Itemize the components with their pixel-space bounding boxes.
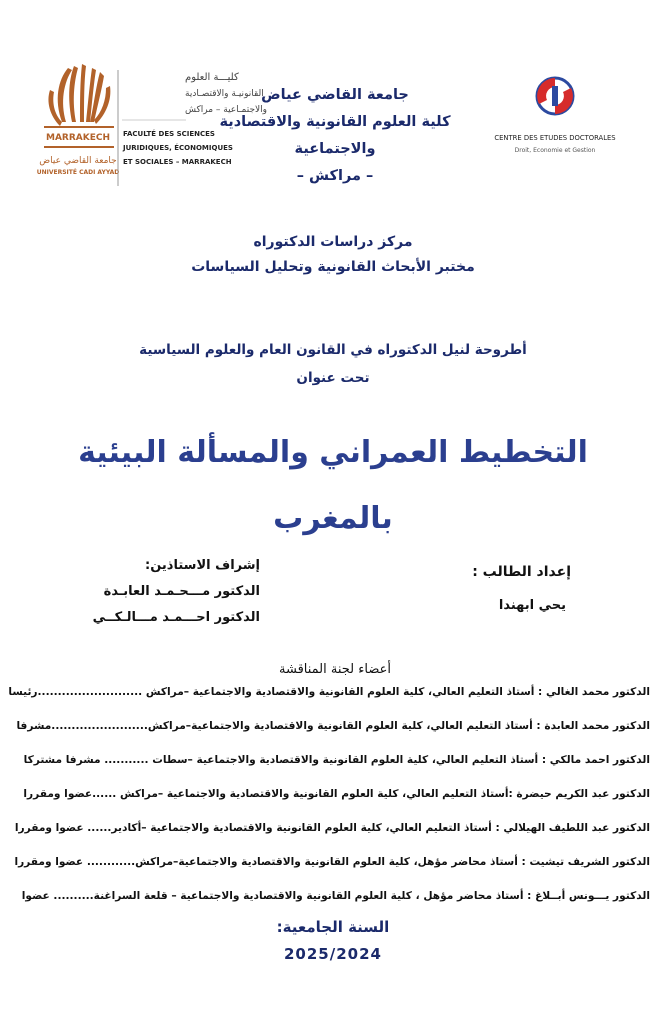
committee-title: أعضاء لجنة المناقشة	[279, 662, 391, 677]
thesis-under-title: تحت عنوان	[296, 370, 370, 386]
ced-line1: CENTRE DES ETUDES DOCTORALES	[494, 134, 616, 142]
thesis-statement	[60, 336, 606, 392]
committee-member: الدكتور عبد اللطيف الهيلالي : أستاذ التعليم العالي، كلية العلوم القانونية والاقتصادية والاجتماعية –أكادير...... عضوا ومقررا	[14, 822, 650, 834]
supervisor-1: الدكتور مـــحـمـد العابـدة	[103, 584, 260, 599]
city-name: – مراكش –	[296, 168, 374, 184]
ced-line2: Droit, Economie et Gestion	[514, 147, 596, 154]
student-name: يحي ابهندا	[498, 598, 566, 613]
center-name: مركز دراسات الدكتوراه	[253, 234, 413, 250]
logo-ar-line2: القانونيـة والاقتصـادية	[185, 89, 264, 99]
lab-name: مختبر الأبحاث القانونية وتحليل السياسات	[191, 259, 475, 275]
univ-fr-text: UNIVERSITÉ CADI AYYAD	[36, 169, 120, 176]
committee-member: الدكتور محمد الغالي : أستاذ التعليم العالي، كلية العلوم القانونية والاقتصادية والاجتماعية –مراكش ..........................رئيسا	[8, 686, 650, 698]
logo-fr-line1: FACULTÉ DES SCIENCES	[123, 130, 215, 138]
university-name: جامعة القاضي عياض	[261, 87, 409, 103]
committee-member: الدكتور عبد الكريم حيضرة :أستاذ التعليم العالي، كلية العلوم القانونية والاقتصادية والاجتماعية –مراكش ......عضوا ومقررا	[23, 788, 650, 800]
faculty-line2: والاجتماعية	[294, 141, 376, 157]
committee-member: الدكتور الشريف تيشيت : أستاذ محاضر مؤهل، كلية العلوم القانونية والاقتصادية والاجتماعية–مراكش............ عضوا ومقررا	[14, 856, 650, 868]
committee-member: الدكتور احمد مالكي : أستاذ التعليم العالي، كلية العلوم القانونية والاقتصادية والاجتماعية –سطات ........... مشرفا مشتركا	[23, 754, 650, 766]
title-line1: التخطيط العمراني والمسألة البيئية	[78, 435, 588, 470]
faculty-emblem-icon	[30, 60, 268, 200]
logo-fr-line3: ET SOCIALES – MARRAKECH	[123, 158, 232, 166]
thesis-degree: أطروحة لنيل الدكتوراه في القانون العام والعلوم السياسية	[139, 342, 527, 358]
ced-logo	[495, 70, 615, 170]
student-label: إعداد الطالب :	[472, 564, 571, 580]
supervision-block	[90, 553, 260, 631]
univ-ar-text: جامعة القاضي عياض	[39, 156, 117, 166]
title-line2: بالمغرب	[273, 501, 393, 536]
logo-fr-line2: JURIDIQUES, ÉCONOMIQUES	[123, 144, 233, 152]
academic-year-label: السنة الجامعية:	[276, 918, 390, 936]
thesis-title	[40, 420, 626, 552]
emblem-text: MARRAKECH	[45, 133, 111, 143]
faculty-line1: كلية العلوم القانونية والاقتصادية	[219, 114, 451, 130]
committee-members	[8, 684, 650, 922]
ced-emblem-icon	[495, 70, 615, 170]
committee-member: الدكتور محمد العابدة : أستاذ التعليم العالي، كلية العلوم القانونية والاقتصادية والاجتماعية–مراكش........................مشرفا	[16, 720, 650, 732]
committee-member: الدكتور يـــونس أبــلاغ : أستاذ محاضر مؤهل ، كلية العلوم القانونية والاقتصادية والاجتماعية – قلعة السراغنة.......... عضوا	[21, 890, 650, 902]
faculty-logo	[30, 60, 268, 200]
supervisor-2: الدكتور احـــمـد مـــالـكــي	[92, 610, 260, 625]
logo-ar-line3: والاجتمـاعية – مراكش	[185, 105, 268, 115]
academic-year-value: 2025/2024	[284, 945, 382, 963]
supervision-label: إشراف الاستاذين:	[145, 558, 260, 573]
logo-ar-line1: كليـــة العلوم	[185, 72, 239, 83]
doctoral-center	[150, 230, 516, 280]
university-header	[215, 82, 455, 190]
